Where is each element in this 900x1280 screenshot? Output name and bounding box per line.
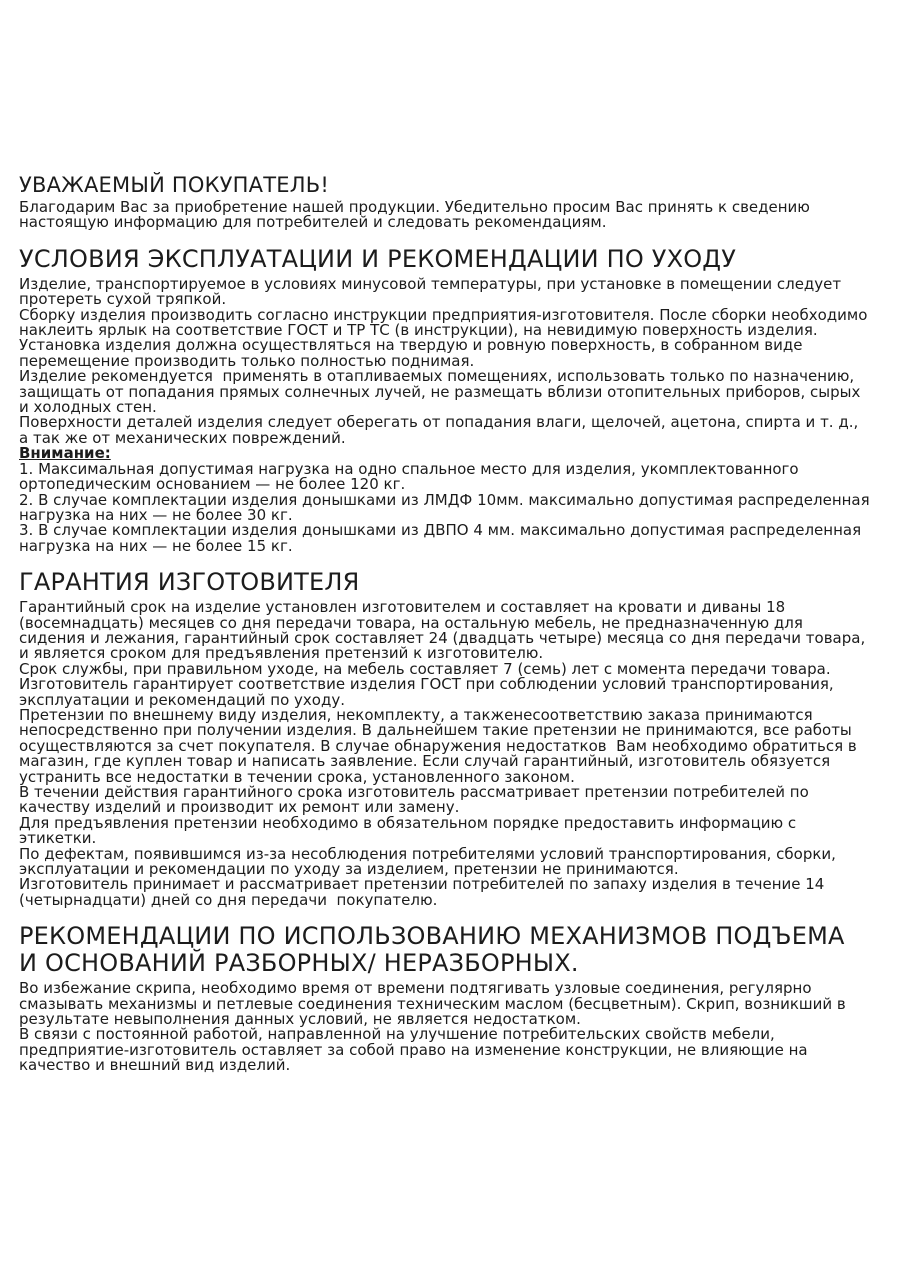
warranty-paragraph: Срок службы, при правильном уходе, на мебель составляет 7 (семь) лет с момента передачи товара.	[19, 659, 831, 678]
warranty-paragraph: По дефектам, появившимся из-за несоблюдения потребителями условий транспортирования, сборки, эксплуатации и рекомендации по уходу за изделием, претензии не принимаются.	[19, 844, 841, 879]
warranty-paragraph: Изготовитель принимает и рассматривает претензии потребителей по запаху изделия в течение 14 (четырнадцати) дней со дня передачи покупателю.	[19, 875, 830, 909]
warranty-paragraph: Претензии по внешнему виду изделия, некомплекту, а такженесоответствию заказа принимаются непосредственно при получении изделия. В дальнейшем такие претензии не принимаются, все работы осуществляются за счет покупателя. В случае обнаружения недостатков Вам необходимо обратиться в магазин, где куплен товар и написать заявление. Если случай гарантийный, изготовитель обязуется устранить все недостатки в течении срока, установленного законом.	[19, 705, 862, 786]
warranty-paragraph: Изготовитель гарантирует соответствие изделия ГОСТ при соблюдении условий транспортирования, эксплуатации и рекомендаций по уходу.	[19, 675, 839, 709]
section-greeting	[19, 174, 870, 231]
usage-conditions-heading: УСЛОВИЯ ЭКСПЛУАТАЦИИ И РЕКОМЕНДАЦИИ ПО УХОДУ	[19, 244, 737, 273]
greeting-paragraph: Благодарим Вас за приобретение нашей продукции. Убедительно просим Вас принять к сведению настоящую информацию для потребителей и следовать рекомендациям.	[19, 198, 815, 232]
usage-paragraph: Изделие рекомендуется применять в отапливаемых помещениях, использовать только по назначению, защищать от попадания прямых солнечных лучей, не размещать вблизи отопительных приборов, сырых и холодных стен.	[19, 367, 866, 417]
warranty-paragraph: В течении действия гарантийного срока изготовитель рассматривает претензии потребителей по качеству изделий и производит их ремонт или замену.	[19, 783, 814, 817]
usage-paragraph: Сборку изделия производить согласно инструкции предприятия-изготовителя. После сборки необходимо наклеить ярлык на соответствие ГОСТ и ТР ТС (в инструкции), на невидимую поверхность изделия.	[19, 305, 873, 340]
section-usage-conditions	[19, 244, 875, 555]
attention-label: Внимание:	[19, 444, 111, 463]
attention-item: 1. Максимальная допустимая нагрузка на одно спальное место для изделия, укомплектованного ортопедическим основанием — не более 120 кг.	[19, 459, 804, 494]
section-mechanisms	[19, 923, 870, 1073]
usage-paragraph: Поверхности деталей изделия следует оберегать от попадания влаги, щелочей, ацетона, спирта и т. д., а так же от механических повреждений.	[19, 413, 864, 447]
warranty-paragraph: Для предъявления претензии необходимо в обязательном порядке предоставить информацию с этикетки.	[19, 813, 801, 848]
attention-item: 2. В случае комплектации изделия донышками из ЛМДФ 10мм. максимально допустимая распределенная нагрузка на них — не более 30 кг.	[19, 490, 875, 524]
section-warranty	[19, 569, 870, 908]
greeting-heading: УВАЖАЕМЫЙ ПОКУПАТЕЛЬ!	[19, 173, 329, 197]
attention-item: 3. В случае комплектации изделия донышками из ДВПО 4 мм. максимально допустимая распределенная нагрузка на них — не более 15 кг.	[19, 521, 866, 555]
mechanisms-paragraph: Во избежание скрипа, необходимо время от времени подтягивать узловые соединения, регулярно смазывать механизмы и петлевые соединения техническим маслом (бесцветным). Скрип, возникший в результате невыполнения данных условий, не является недостатком.	[19, 979, 851, 1029]
mechanisms-paragraph: В связи с постоянной работой, направленной на улучшение потребительских свойств мебели, предприятие-изготовитель оставляет за собой право на изменение конструкции, не влияющие на качество и внешний вид изделий.	[19, 1025, 813, 1075]
mechanisms-heading: РЕКОМЕНДАЦИИ ПО ИСПОЛЬЗОВАНИЮ МЕХАНИЗМОВ ПОДЪЕМА И ОСНОВАНИЙ РАЗБОРНЫХ/ НЕРАЗБОРНЫХ.	[19, 922, 853, 978]
usage-paragraph: Изделие, транспортируемое в условиях минусовой температуры, при установке в помещении следует протереть сухой тряпкой.	[19, 274, 846, 309]
usage-paragraph: Установка изделия должна осуществляться на твердую и ровную поверхность, в собранном виде перемещение производить только полностью поднимая.	[19, 336, 808, 370]
warranty-paragraph: Гарантийный срок на изделие установлен изготовителем и составляет на кровати и диваны 18 (восемнадцать) месяцев со дня передачи товара, на остальную мебель, не предназначенную для сидения и лежания, гарантийный срок составляет 24 (двадцать четыре) месяца со дня передачи товара, и является сроком для предъявления претензий к изготовителю.	[19, 598, 871, 663]
warranty-heading: ГАРАНТИЯ ИЗГОТОВИТЕЛЯ	[19, 568, 360, 597]
